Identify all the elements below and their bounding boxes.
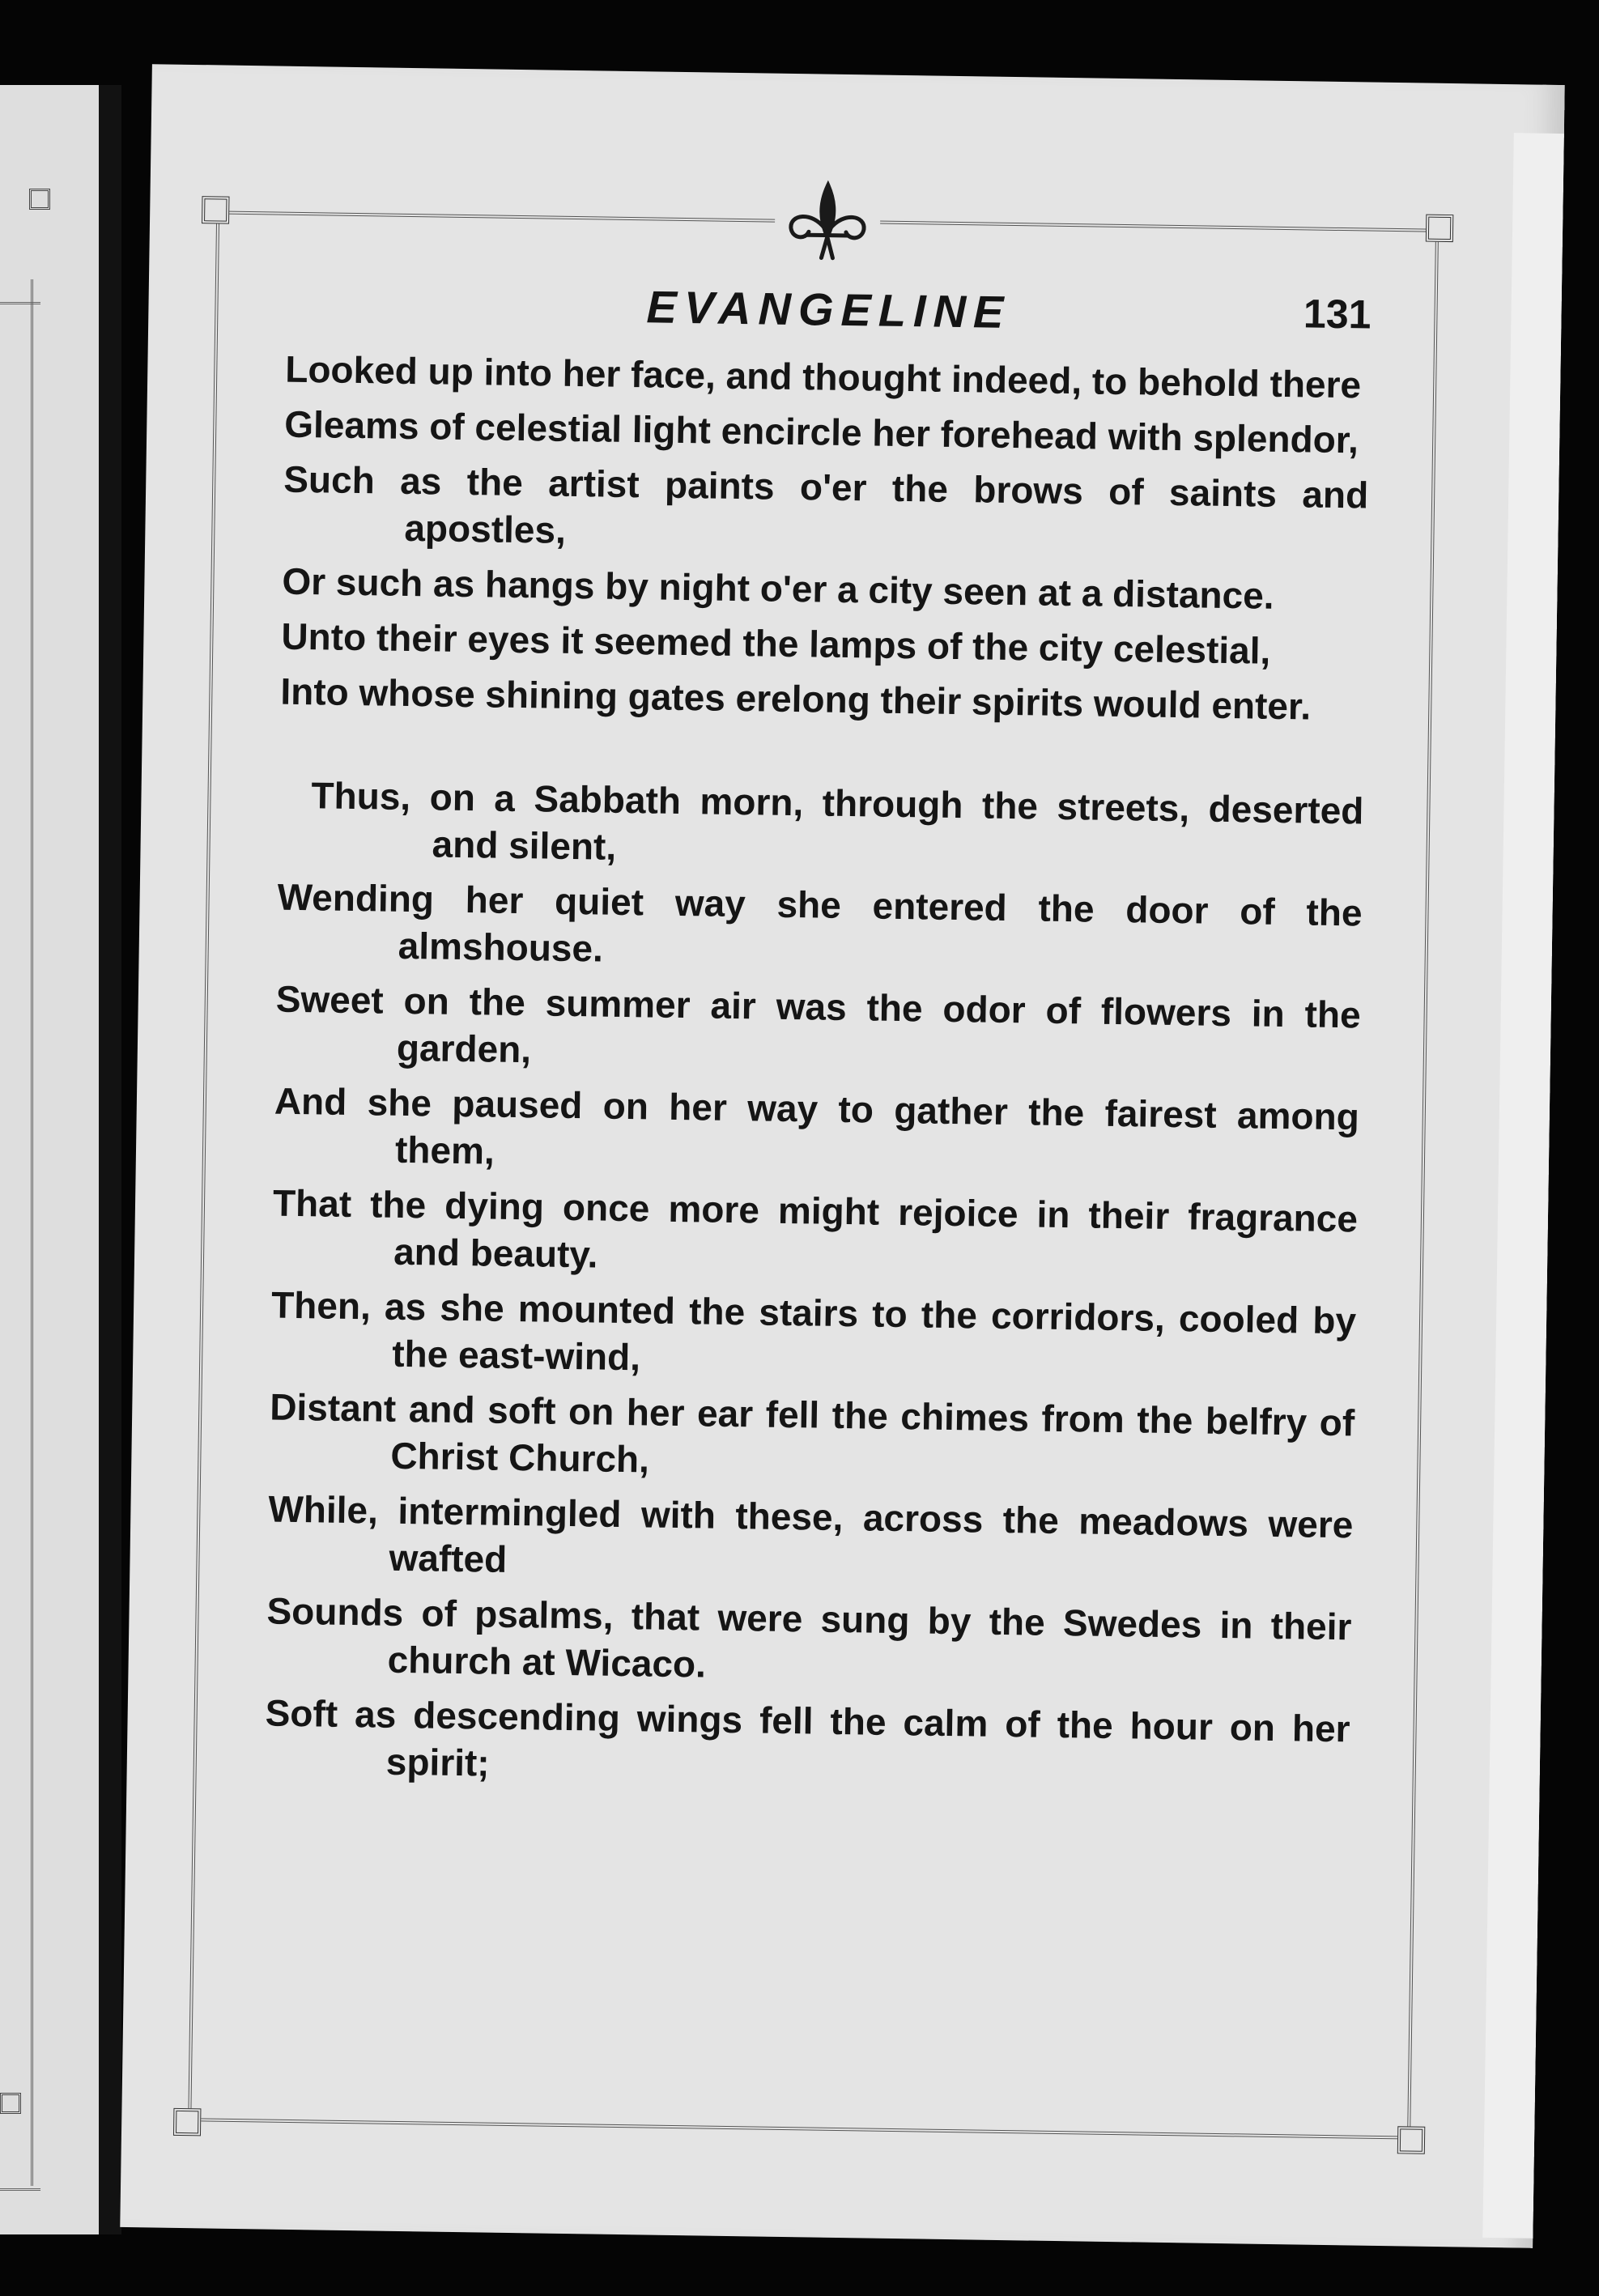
running-title: EVANGELINE [646, 281, 1011, 338]
frame-corner-ornament [1426, 215, 1454, 243]
verse-line: Looked up into her face, and thought indeed, to behold there [284, 347, 1362, 406]
facing-page-frame-rule [0, 302, 40, 304]
verse-line: Such as the artist paints o'er the brows of saints and apostles, [283, 457, 1369, 551]
verse-line: Sounds of psalms, that were sung by the Swedes in their church at Wicaco. [266, 1589, 1352, 1686]
verse-line: While, intermingled with these, across the meadows were wafted [268, 1487, 1354, 1580]
poem-text [264, 346, 1370, 1808]
frame-corner-ornament [0, 2093, 21, 2114]
verse-line: Sweet on the summer air was the odor of flowers in the garden, [275, 977, 1362, 1071]
facing-page-frame [31, 279, 33, 2186]
frame-corner-ornament [173, 2108, 202, 2137]
fleur-de-lis-icon [774, 178, 881, 269]
verse-line: Or such as hangs by night o'er a city seen at a distance. [282, 559, 1274, 617]
verse-line: Wending her quiet way she entered the door of the almshouse. [277, 875, 1363, 970]
stanza [280, 346, 1371, 731]
frame-corner-ornament [1397, 2126, 1426, 2154]
verse-line: Into whose shining gates erelong their spirits would enter. [280, 670, 1312, 728]
book-gutter [99, 85, 121, 2234]
page-edge [1482, 133, 1564, 2239]
frame-corner-ornament [29, 189, 50, 210]
verse-line: Thus, on a Sabbath morn, through the streets, deserted and silent, [311, 774, 1364, 868]
verse-line: Gleams of celestial light encircle her forehead with splendor, [283, 402, 1359, 461]
verse-line: That the dying once more might rejoice in their fragrance and beauty. [272, 1181, 1359, 1276]
verse-line: And she paused on her way to gather the fairest among them, [274, 1079, 1360, 1172]
book-page [120, 64, 1564, 2248]
fleur-de-lis-ornament [774, 178, 881, 269]
verse-line: Unto their eyes it seemed the lamps of the city celestial, [281, 614, 1271, 672]
stanza [264, 772, 1363, 1800]
frame-corner-ornament [202, 196, 230, 224]
facing-page [0, 85, 117, 2234]
facing-page-frame-rule [0, 2188, 40, 2191]
verse-line: Distant and soft on her ear fell the chimes from the belfry of Christ Church, [269, 1385, 1355, 1481]
page-number: 131 [1303, 291, 1371, 338]
verse-line: Soft as descending wings fell the calm of the hour on her spirit; [265, 1691, 1350, 1784]
verse-line: Then, as she mounted the stairs to the corridors, cooled by the east-wind, [270, 1283, 1357, 1379]
